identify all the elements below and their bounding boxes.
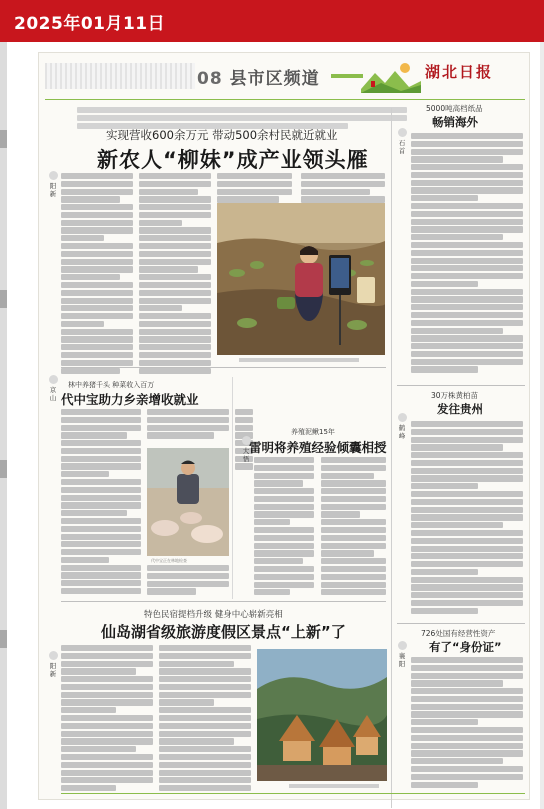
resort-column-1 bbox=[61, 645, 153, 795]
region-tag-label: 京山 bbox=[49, 386, 57, 402]
assets-headline[interactable]: 有了“身份证” bbox=[429, 640, 502, 654]
loach-column-2 bbox=[321, 457, 386, 597]
paper-subtitle[interactable]: 5000吨高档纸品 bbox=[426, 104, 483, 113]
section-divider bbox=[397, 385, 525, 386]
huangbo-subtitle[interactable]: 30万株黄柏苗 bbox=[431, 391, 479, 400]
resort-column-2 bbox=[159, 645, 251, 795]
footer-rule bbox=[61, 793, 525, 794]
man-with-pigs-photo bbox=[147, 448, 229, 556]
landscape-illustration-icon bbox=[361, 59, 421, 93]
lead-headline[interactable]: 新农人“柳妹”成产业领头雁 bbox=[97, 148, 369, 172]
location-pin-icon bbox=[49, 651, 58, 660]
region-tag-yangxin-2 bbox=[47, 651, 59, 678]
location-pin-icon bbox=[398, 128, 407, 137]
assets-body bbox=[411, 657, 523, 795]
daiye-photo-caption: 代中宝正在林地检查 bbox=[151, 558, 187, 563]
lead-column-1 bbox=[61, 173, 133, 378]
huangbo-headline[interactable]: 发往贵州 bbox=[437, 402, 483, 416]
location-pin-icon bbox=[398, 413, 407, 422]
left-edge-marker bbox=[0, 630, 7, 648]
lead-photo[interactable] bbox=[217, 203, 385, 355]
loach-subtitle[interactable]: 养殖泥鳅15年 bbox=[291, 428, 335, 436]
assets-subtitle[interactable]: 726处国有经营性资产 bbox=[421, 629, 496, 638]
location-pin-icon bbox=[49, 171, 58, 180]
region-tag-yangxin bbox=[47, 171, 59, 198]
resort-headline[interactable]: 仙岛湖省级旅游度假区景点“上新”了 bbox=[101, 623, 346, 641]
channel-number: 08 bbox=[197, 69, 223, 89]
daiye-column-1 bbox=[61, 409, 141, 597]
loach-column-1 bbox=[254, 457, 314, 597]
channel-name: 县市区频道 bbox=[229, 69, 320, 89]
channel-accent-bar bbox=[331, 74, 363, 78]
issue-date: 2025年01月11日 bbox=[14, 14, 166, 34]
top-bar bbox=[0, 0, 544, 42]
paper-body bbox=[411, 133, 523, 383]
section-divider bbox=[61, 367, 386, 368]
masthead-rule bbox=[45, 99, 525, 100]
region-tag-jingshan bbox=[47, 375, 59, 402]
section-divider bbox=[397, 623, 525, 624]
paper-headline[interactable]: 畅销海外 bbox=[432, 115, 478, 129]
left-scroll-edge[interactable] bbox=[0, 42, 7, 809]
region-tag-xiangyang bbox=[396, 641, 408, 668]
huangbo-body bbox=[411, 421, 523, 621]
right-scroll-edge[interactable] bbox=[540, 42, 544, 809]
resort-cabins-photo bbox=[257, 649, 387, 781]
newspaper-logo: 湖北日报 bbox=[425, 63, 494, 81]
left-edge-marker bbox=[0, 290, 7, 308]
location-pin-icon bbox=[49, 375, 58, 384]
column-divider bbox=[232, 377, 233, 599]
newspaper-page[interactable] bbox=[38, 52, 530, 800]
masthead-band bbox=[45, 63, 195, 89]
farmer-in-field-photo bbox=[217, 203, 385, 355]
daiye-column-2 bbox=[147, 409, 229, 449]
left-edge-marker bbox=[0, 460, 7, 478]
region-tag-label: 大悟 bbox=[242, 447, 250, 463]
region-tag-label: 石首 bbox=[398, 139, 406, 155]
column-divider bbox=[391, 108, 392, 808]
region-tag-label: 襄阳 bbox=[398, 652, 406, 668]
resort-subtitle[interactable]: 特色民宿提档升级 健身中心崭新亮相 bbox=[144, 610, 283, 620]
region-tag-shishou bbox=[396, 128, 408, 155]
lead-column-2 bbox=[139, 173, 211, 378]
lead-subtitle[interactable]: 实现营收600余万元 带动500余村民就近就业 bbox=[106, 128, 338, 142]
region-tag-hefeng bbox=[396, 413, 408, 440]
channel-title bbox=[197, 64, 320, 89]
daiye-column-2b bbox=[147, 565, 229, 597]
loach-headline[interactable]: 雷明将养殖经验倾囊相授 bbox=[249, 440, 387, 455]
section-divider bbox=[61, 601, 386, 602]
region-tag-label: 阳新 bbox=[49, 662, 57, 678]
logo-small-print bbox=[427, 81, 428, 91]
location-pin-icon bbox=[398, 641, 407, 650]
resort-photo-caption bbox=[289, 783, 379, 788]
left-edge-marker bbox=[0, 130, 7, 148]
region-tag-label: 鹤峰 bbox=[398, 424, 406, 440]
resort-photo[interactable] bbox=[257, 649, 387, 781]
daiye-headline[interactable]: 代中宝助力乡亲增收就业 bbox=[61, 392, 199, 407]
page-masthead bbox=[39, 53, 531, 99]
daiye-photo[interactable] bbox=[147, 448, 229, 556]
lead-photo-caption bbox=[239, 357, 359, 362]
region-tag-label: 阳新 bbox=[49, 182, 57, 198]
daiye-subtitle[interactable]: 林中养猪千头 种菜收入百万 bbox=[68, 381, 155, 389]
